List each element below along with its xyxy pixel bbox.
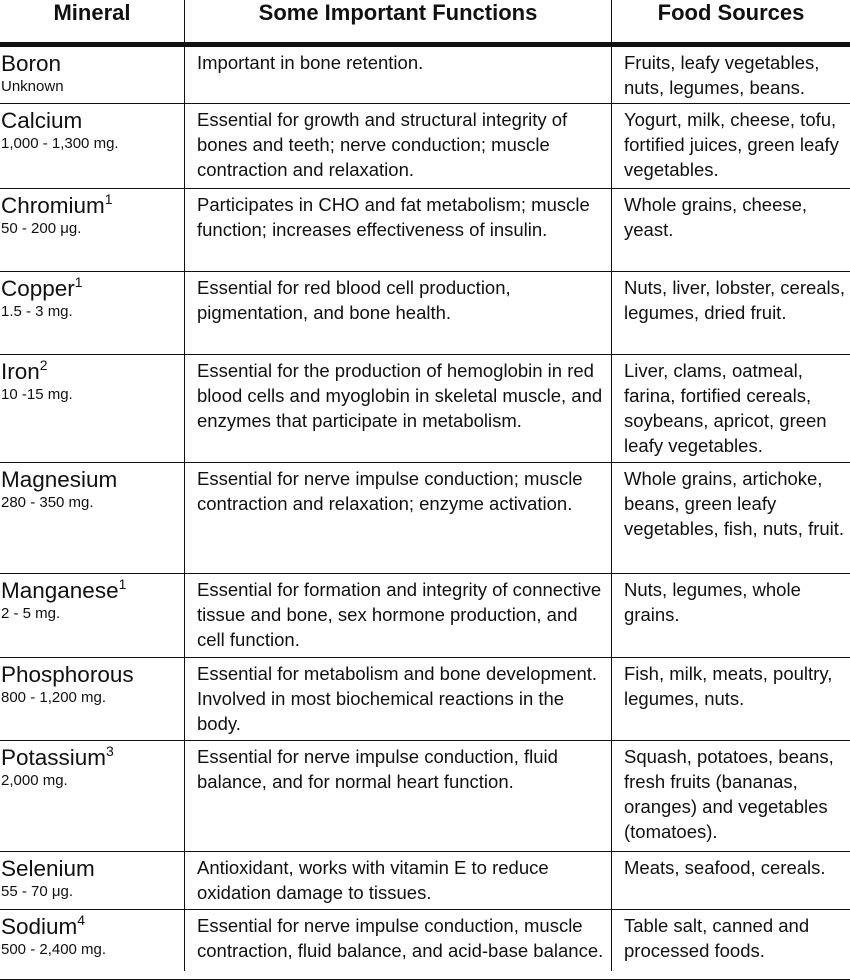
table-row [0,574,850,658]
sources-cell: Yogurt, milk, cheese, tofu, fortified juices, green leafy vegetables. [624,109,839,180]
mineral-cell [1,658,181,707]
functions-cell: Essential for metabolism and bone development. Involved in most biochemical reactions in the body. [197,663,598,734]
functions-cell: Essential for growth and structural integrity of bones and teeth; nerve conduction; muscle contraction and relaxation. [197,109,568,180]
footnote-marker: 1 [118,576,127,592]
sources-cell: Liver, clams, oatmeal, farina, fortified cereals, soybeans, apricot, green leafy vegetables. [624,360,827,456]
sources-cell: Meats, seafood, cereals. [624,857,826,878]
mineral-cell [1,574,181,623]
column-divider [184,0,185,971]
mineral-dose: 1,000 - 1,300 mg. [1,135,119,152]
mineral-dose: Unknown [1,78,64,95]
header-sources: Food Sources [657,0,805,25]
footnote-marker: 2 [39,357,48,373]
functions-cell: Essential for red blood cell production, pigmentation, and bone health. [197,277,511,323]
mineral-cell [1,272,181,321]
mineral-name-text: Potassium [1,745,107,770]
mineral-cell [1,741,181,790]
mineral-name [1,658,181,689]
mineral-dose: 10 -15 mg. [1,386,73,403]
table-row [0,741,850,852]
table-row [0,658,850,741]
mineral-dose: 50 - 200 μg. [1,220,82,237]
mineral-name [1,104,181,135]
mineral-cell [1,852,181,901]
footnote-marker: 1 [104,191,113,207]
table-row [0,47,850,104]
sources-cell: Table salt, canned and processed foods. [624,915,810,961]
mineral-name [1,355,181,386]
mineral-cell [1,463,181,512]
mineral-dose: 280 - 350 mg. [1,494,94,511]
header-mineral: Mineral [53,0,131,25]
mineral-dose: 2 - 5 mg. [1,605,61,622]
sources-cell: Fish, milk, meats, poultry, legumes, nuts. [624,663,833,709]
functions-cell: Essential for formation and integrity of connective tissue and bone, sex hormone production, and cell function. [197,579,602,650]
table-row [0,852,850,910]
table-row [0,104,850,189]
column-divider [611,0,612,971]
sources-cell: Squash, potatoes, beans, fresh fruits (bananas, oranges) and vegetables (tomatoes). [624,746,834,842]
mineral-dose: 2,000 mg. [1,772,68,789]
functions-cell: Antioxidant, works with vitamin E to reduce oxidation damage to tissues. [197,857,549,903]
sources-cell: Whole grains, cheese, yeast. [624,194,808,240]
mineral-name [1,852,181,883]
footnote-marker: 3 [106,743,114,759]
mineral-cell [1,910,181,959]
mineral-dose: 55 - 70 μg. [1,883,74,900]
sources-cell: Fruits, leafy vegetables, nuts, legumes, beans. [624,52,820,98]
header-functions: Some Important Functions [258,0,538,25]
table-row [0,355,850,463]
mineral-name-text: Boron [1,51,62,76]
mineral-dose: 1.5 - 3 mg. [1,303,73,320]
footnote-marker: 1 [74,274,83,290]
mineral-cell [1,189,181,238]
mineral-cell [1,355,181,404]
mineral-cell [1,47,181,96]
functions-cell: Essential for the production of hemoglobin in red blood cells and myoglobin in skeletal muscle, and enzymes that participate in metabolism. [197,360,603,431]
mineral-name-text: Calcium [1,108,83,133]
mineral-name [1,574,181,605]
table-header [0,0,850,47]
mineral-name-text: Manganese [1,578,119,603]
mineral-name-text: Magnesium [1,467,118,492]
mineral-name [1,47,181,78]
table-row [0,189,850,272]
mineral-name-text: Copper [1,276,75,301]
sources-cell: Nuts, legumes, whole grains. [624,579,801,625]
mineral-dose: 800 - 1,200 mg. [1,689,107,706]
mineral-name [1,189,181,220]
sources-cell: Nuts, liver, lobster, cereals, legumes, dried fruit. [624,277,846,323]
functions-cell: Essential for nerve impulse conduction; muscle contraction and relaxation; enzyme activation. [197,468,583,514]
mineral-name-text: Selenium [1,856,95,881]
mineral-name-text: Chromium [1,193,105,218]
functions-cell: Participates in CHO and fat metabolism; muscle function; increases effectiveness of insulin. [197,194,590,240]
mineral-name-text: Phosphorous [1,662,134,687]
functions-cell: Essential for nerve impulse conduction, muscle contraction, fluid balance, and acid-base balance. [197,915,604,961]
sources-cell: Whole grains, artichoke, beans, green leafy vegetables, fish, nuts, fruit. [624,468,845,539]
mineral-cell [1,104,181,153]
functions-cell: Important in bone retention. [197,52,424,73]
table-row [0,463,850,574]
mineral-name-text: Iron [1,359,40,384]
mineral-name [1,741,181,772]
mineral-name-text: Sodium [1,914,78,939]
mineral-name [1,463,181,494]
mineral-name [1,272,181,303]
mineral-name [1,910,181,941]
table-row [0,910,850,980]
mineral-dose: 500 - 2,400 mg. [1,941,107,958]
footnote-marker: 4 [77,912,86,928]
functions-cell: Essential for nerve impulse conduction, fluid balance, and for normal heart function. [197,746,558,792]
table-row [0,272,850,355]
